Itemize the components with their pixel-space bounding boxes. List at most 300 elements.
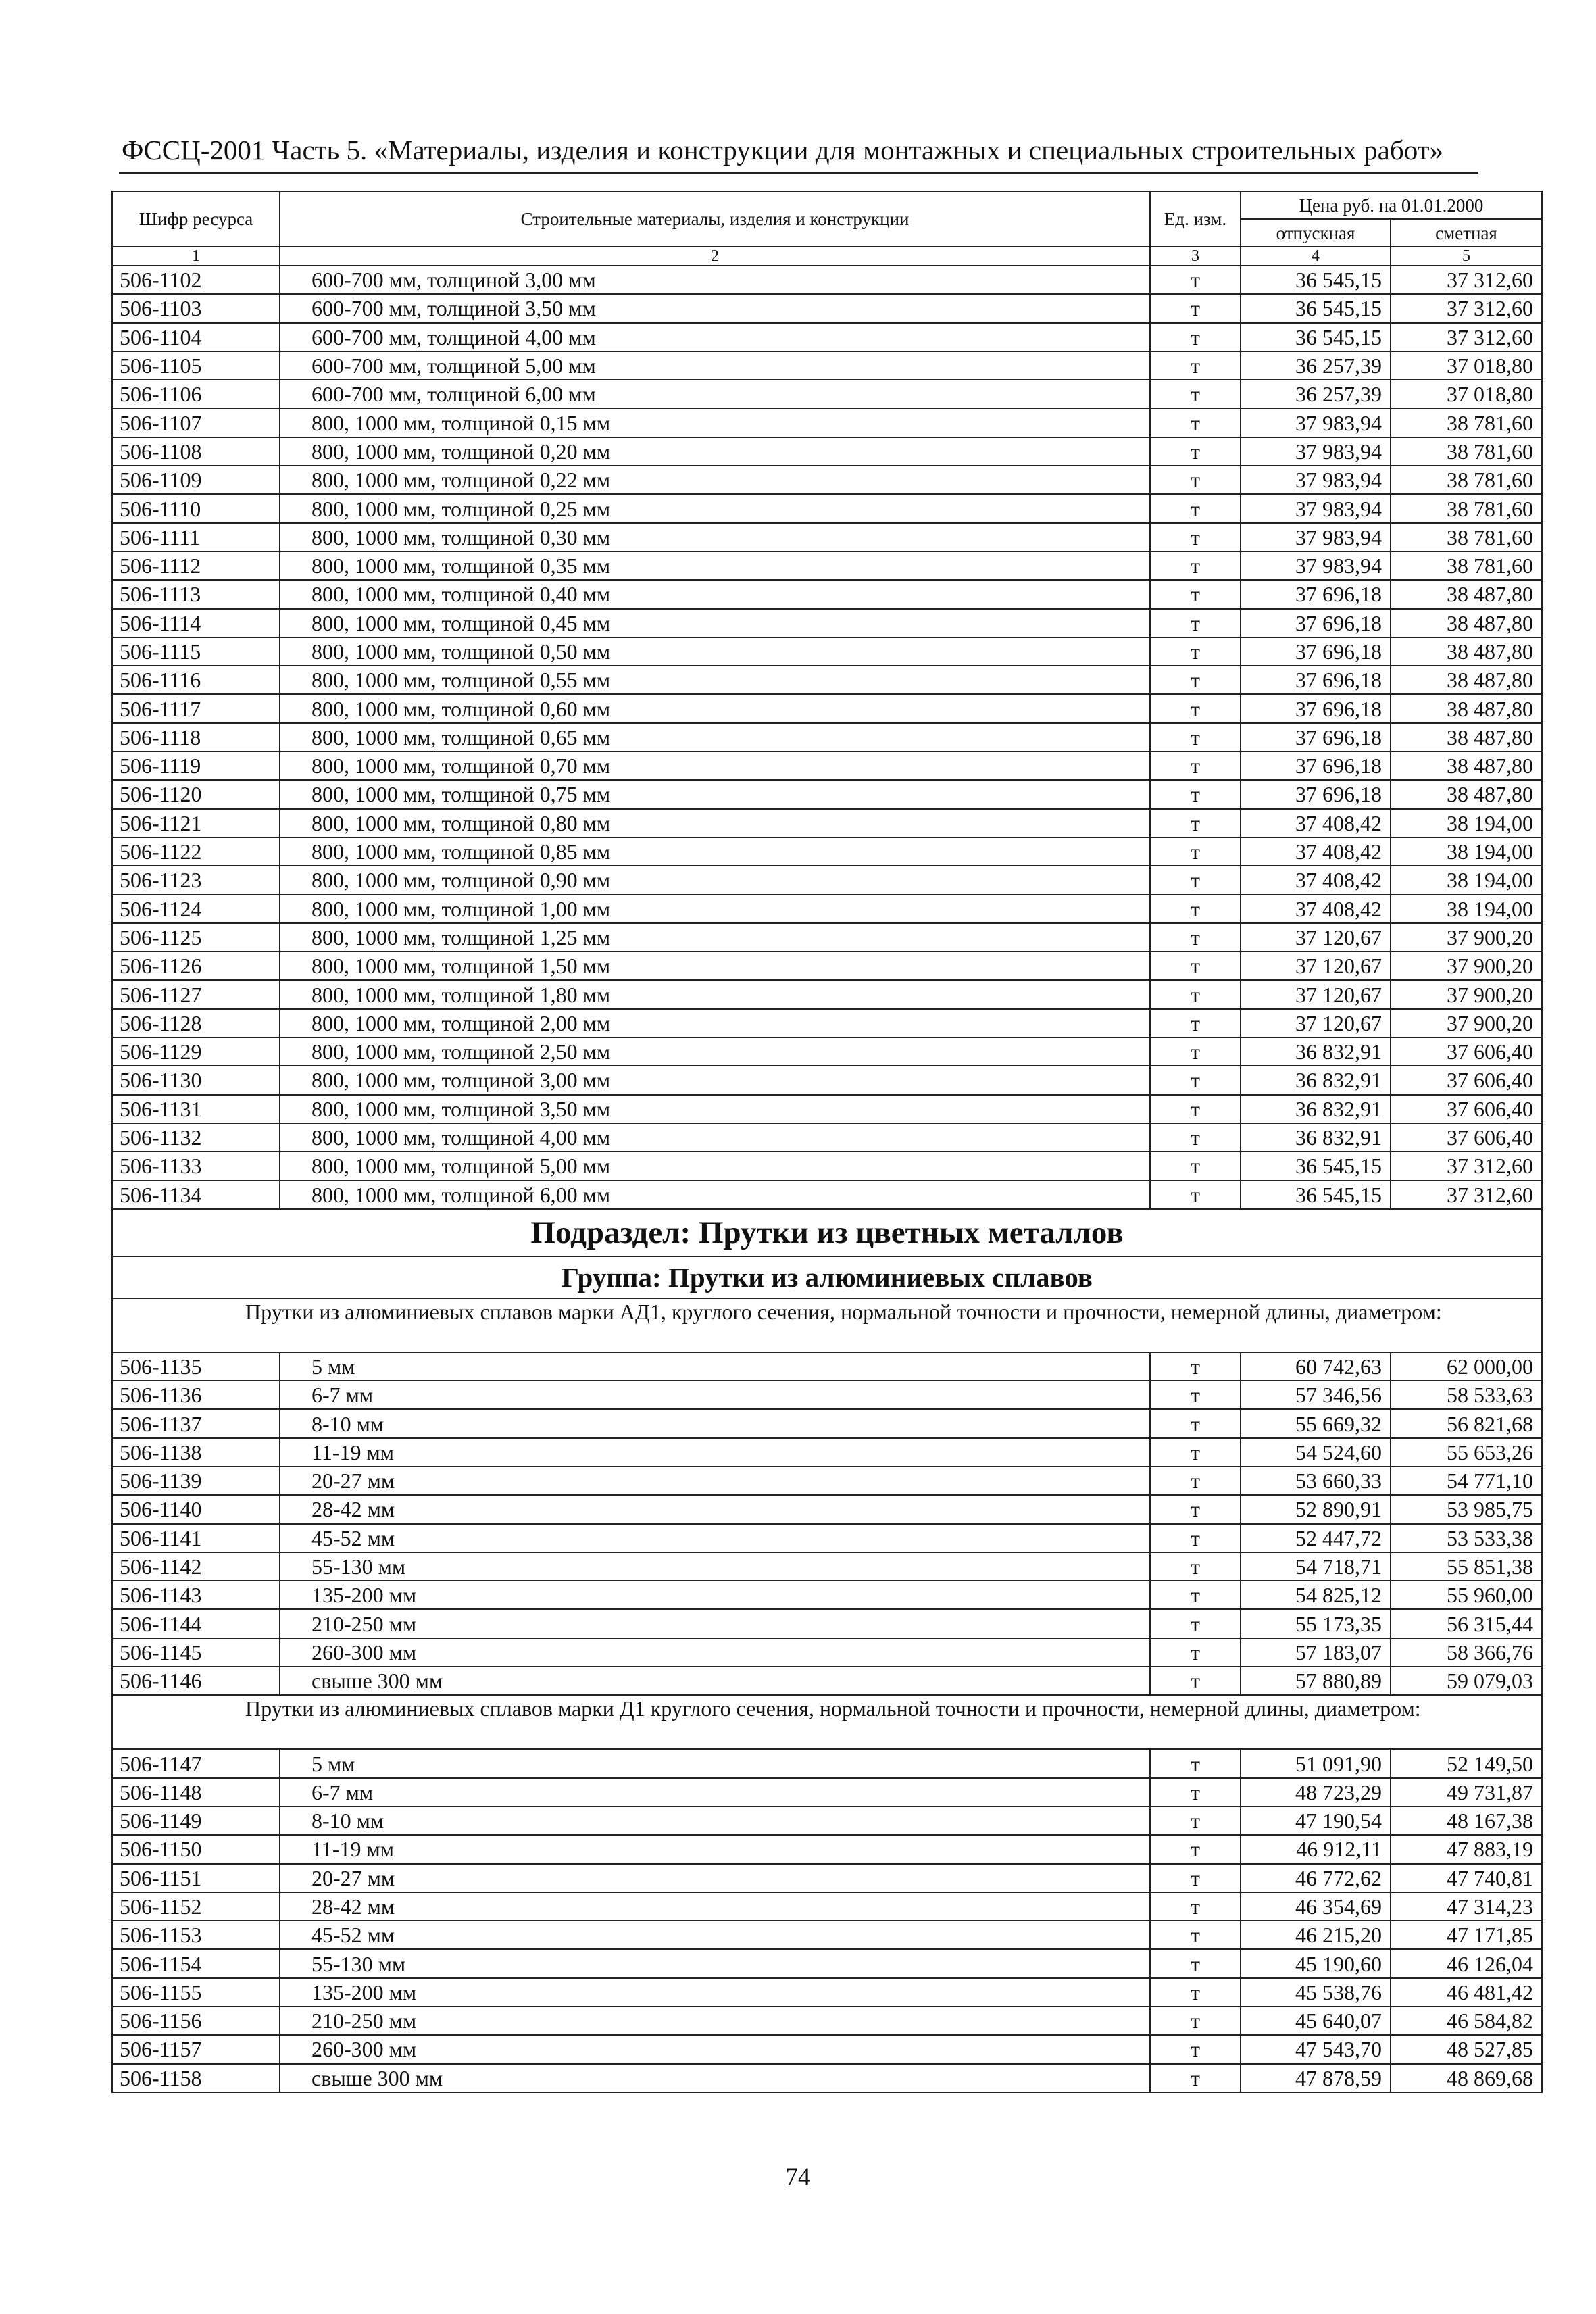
resource-code-cell: 506-1151 (112, 1864, 280, 1892)
resource-code-cell: 506-1125 (112, 923, 280, 952)
table-row (112, 2064, 1542, 2092)
resource-code-cell: 506-1131 (112, 1095, 280, 1123)
unit-cell: т (1150, 895, 1241, 923)
table-row (112, 1552, 1542, 1581)
release-price-cell: 51 091,90 (1241, 1749, 1391, 1777)
table-row (112, 466, 1542, 494)
release-price-cell: 48 723,29 (1241, 1778, 1391, 1806)
resource-code-cell: 506-1157 (112, 2035, 280, 2063)
material-name-cell: 210-250 мм (280, 2007, 1150, 2035)
resource-code-cell: 506-1134 (112, 1181, 280, 1209)
table-row (112, 1921, 1542, 1949)
table-row (112, 952, 1542, 980)
subsection-title-row (112, 1209, 1542, 1256)
release-price-cell: 36 545,15 (1241, 1181, 1391, 1209)
estimate-price-cell: 55 851,38 (1391, 1552, 1542, 1581)
material-name-cell: 135-200 мм (280, 1581, 1150, 1609)
table-row (112, 1438, 1542, 1467)
column-header-row (112, 191, 1542, 219)
estimate-price-cell: 47 883,19 (1391, 1835, 1542, 1863)
unit-cell: т (1150, 323, 1241, 351)
unit-cell: т (1150, 351, 1241, 380)
table-row (112, 837, 1542, 866)
header-rule (119, 172, 1478, 174)
material-name-cell: 800, 1000 мм, толщиной 1,80 мм (280, 980, 1150, 1008)
unit-cell: т (1150, 1581, 1241, 1609)
resource-code-cell: 506-1120 (112, 780, 280, 808)
table-row (112, 437, 1542, 466)
material-name-cell: 800, 1000 мм, толщиной 0,45 мм (280, 609, 1150, 637)
estimate-price-cell: 37 018,80 (1391, 380, 1542, 408)
estimate-price-cell: 37 312,60 (1391, 1181, 1542, 1209)
resource-code-cell: 506-1153 (112, 1921, 280, 1949)
material-name-cell: 20-27 мм (280, 1467, 1150, 1495)
release-price-cell: 37 983,94 (1241, 408, 1391, 437)
release-price-cell: 45 190,60 (1241, 1949, 1391, 1977)
material-name-cell: 800, 1000 мм, толщиной 0,50 мм (280, 637, 1150, 666)
resource-code-cell: 506-1143 (112, 1581, 280, 1609)
table-row (112, 1009, 1542, 1037)
table-row (112, 2007, 1542, 2035)
material-name-cell: 28-42 мм (280, 1892, 1150, 1921)
material-name-cell: 600-700 мм, толщиной 6,00 мм (280, 380, 1150, 408)
column-number-row (112, 247, 1542, 266)
estimate-price-cell: 56 821,68 (1391, 1409, 1542, 1437)
table-row (112, 1066, 1542, 1094)
unit-cell: т (1150, 837, 1241, 866)
estimate-price-cell: 37 312,60 (1391, 294, 1542, 322)
unit-cell: т (1150, 752, 1241, 780)
unit-cell: т (1150, 551, 1241, 580)
estimate-price-cell: 38 487,80 (1391, 580, 1542, 608)
release-price-cell: 37 408,42 (1241, 895, 1391, 923)
estimate-price-cell: 38 487,80 (1391, 637, 1542, 666)
table-row (112, 494, 1542, 522)
unit-cell: т (1150, 1667, 1241, 1695)
estimate-price-cell: 38 487,80 (1391, 723, 1542, 752)
estimate-price-cell: 47 171,85 (1391, 1921, 1542, 1949)
estimate-price-cell: 37 312,60 (1391, 266, 1542, 294)
table-row (112, 580, 1542, 608)
table-row (112, 1581, 1542, 1609)
material-name-cell: 800, 1000 мм, толщиной 0,40 мм (280, 580, 1150, 608)
unit-cell: т (1150, 1806, 1241, 1835)
table-row (112, 294, 1542, 322)
release-price-cell: 52 890,91 (1241, 1495, 1391, 1523)
release-price-cell: 37 696,18 (1241, 723, 1391, 752)
material-name-cell: 6-7 мм (280, 1778, 1150, 1806)
table-row (112, 1123, 1542, 1152)
release-price-cell: 37 120,67 (1241, 980, 1391, 1008)
material-name-cell: 55-130 мм (280, 1552, 1150, 1581)
table-row (112, 1864, 1542, 1892)
estimate-price-cell: 38 194,00 (1391, 809, 1542, 837)
col-header-code: Шифр ресурса (112, 191, 280, 247)
estimate-price-cell: 38 487,80 (1391, 609, 1542, 637)
resource-code-cell: 506-1116 (112, 666, 280, 694)
material-name-cell: 45-52 мм (280, 1921, 1150, 1949)
release-price-cell: 36 832,91 (1241, 1095, 1391, 1123)
unit-cell: т (1150, 1438, 1241, 1467)
unit-cell: т (1150, 1638, 1241, 1667)
estimate-price-cell: 58 366,76 (1391, 1638, 1542, 1667)
material-name-cell: 800, 1000 мм, толщиной 4,00 мм (280, 1123, 1150, 1152)
unit-cell: т (1150, 980, 1241, 1008)
estimate-price-cell: 47 314,23 (1391, 1892, 1542, 1921)
release-price-cell: 36 832,91 (1241, 1037, 1391, 1066)
estimate-price-cell: 53 985,75 (1391, 1495, 1542, 1523)
resource-code-cell: 506-1146 (112, 1667, 280, 1695)
group-description-row (112, 1695, 1542, 1749)
release-price-cell: 36 832,91 (1241, 1066, 1391, 1094)
table-row (112, 1524, 1542, 1552)
resource-code-cell: 506-1132 (112, 1123, 280, 1152)
resource-code-cell: 506-1140 (112, 1495, 280, 1523)
col-number: 3 (1150, 247, 1241, 266)
table-row (112, 609, 1542, 637)
table-row (112, 780, 1542, 808)
unit-cell: т (1150, 609, 1241, 637)
unit-cell: т (1150, 437, 1241, 466)
resource-code-cell: 506-1121 (112, 809, 280, 837)
table-row (112, 923, 1542, 952)
material-name-cell: 800, 1000 мм, толщиной 3,00 мм (280, 1066, 1150, 1094)
unit-cell: т (1150, 1381, 1241, 1409)
material-name-cell: 800, 1000 мм, толщиной 0,85 мм (280, 837, 1150, 866)
unit-cell: т (1150, 1009, 1241, 1037)
unit-cell: т (1150, 523, 1241, 551)
estimate-price-cell: 37 606,40 (1391, 1095, 1542, 1123)
release-price-cell: 54 718,71 (1241, 1552, 1391, 1581)
estimate-price-cell: 38 781,60 (1391, 437, 1542, 466)
release-price-cell: 60 742,63 (1241, 1352, 1391, 1381)
estimate-price-cell: 53 533,38 (1391, 1524, 1542, 1552)
release-price-cell: 47 190,54 (1241, 1806, 1391, 1835)
release-price-cell: 46 772,62 (1241, 1864, 1391, 1892)
table-row (112, 1667, 1542, 1695)
resource-code-cell: 506-1111 (112, 523, 280, 551)
col-number: 1 (112, 247, 280, 266)
estimate-price-cell: 38 487,80 (1391, 666, 1542, 694)
release-price-cell: 57 346,56 (1241, 1381, 1391, 1409)
material-name-cell: 800, 1000 мм, толщиной 3,50 мм (280, 1095, 1150, 1123)
material-name-cell: 800, 1000 мм, толщиной 0,70 мм (280, 752, 1150, 780)
material-name-cell: 260-300 мм (280, 2035, 1150, 2063)
unit-cell: т (1150, 1835, 1241, 1863)
unit-cell: т (1150, 1978, 1241, 2007)
estimate-price-cell: 49 731,87 (1391, 1778, 1542, 1806)
release-price-cell: 36 832,91 (1241, 1123, 1391, 1152)
page-header: ФССЦ-2001 Часть 5. «Материалы, изделия и конструкции для монтажных и специальных строительных работ» (122, 134, 1444, 166)
material-name-cell: 800, 1000 мм, толщиной 6,00 мм (280, 1181, 1150, 1209)
table-row (112, 323, 1542, 351)
resource-code-cell: 506-1103 (112, 294, 280, 322)
unit-cell: т (1150, 2035, 1241, 2063)
material-name-cell: 800, 1000 мм, толщиной 0,60 мм (280, 694, 1150, 722)
material-name-cell: 800, 1000 мм, толщиной 0,20 мм (280, 437, 1150, 466)
estimate-price-cell: 58 533,63 (1391, 1381, 1542, 1409)
unit-cell: т (1150, 1892, 1241, 1921)
release-price-cell: 36 545,15 (1241, 323, 1391, 351)
estimate-price-cell: 37 900,20 (1391, 1009, 1542, 1037)
material-name-cell: 800, 1000 мм, толщиной 0,15 мм (280, 408, 1150, 437)
release-price-cell: 37 408,42 (1241, 809, 1391, 837)
resource-code-cell: 506-1105 (112, 351, 280, 380)
release-price-cell: 46 215,20 (1241, 1921, 1391, 1949)
resource-code-cell: 506-1106 (112, 380, 280, 408)
material-name-cell: 800, 1000 мм, толщиной 0,55 мм (280, 666, 1150, 694)
unit-cell: т (1150, 1181, 1241, 1209)
page-number: 74 (785, 2163, 811, 2191)
material-name-cell: 800, 1000 мм, толщиной 1,25 мм (280, 923, 1150, 952)
estimate-price-cell: 38 781,60 (1391, 551, 1542, 580)
unit-cell: т (1150, 1949, 1241, 1977)
estimate-price-cell: 62 000,00 (1391, 1352, 1542, 1381)
estimate-price-cell: 37 606,40 (1391, 1123, 1542, 1152)
estimate-price-cell: 37 312,60 (1391, 323, 1542, 351)
table-row (112, 637, 1542, 666)
table-row (112, 1749, 1542, 1777)
estimate-price-cell: 37 606,40 (1391, 1037, 1542, 1066)
resource-code-cell: 506-1119 (112, 752, 280, 780)
estimate-price-cell: 48 869,68 (1391, 2064, 1542, 2092)
material-name-cell: 800, 1000 мм, толщиной 5,00 мм (280, 1152, 1150, 1180)
material-name-cell: 800, 1000 мм, толщиной 0,75 мм (280, 780, 1150, 808)
table-row (112, 980, 1542, 1008)
release-price-cell: 37 696,18 (1241, 637, 1391, 666)
material-name-cell: 600-700 мм, толщиной 3,00 мм (280, 266, 1150, 294)
resource-code-cell: 506-1104 (112, 323, 280, 351)
estimate-price-cell: 37 900,20 (1391, 923, 1542, 952)
release-price-cell: 37 983,94 (1241, 437, 1391, 466)
resource-code-cell: 506-1123 (112, 866, 280, 894)
estimate-price-cell: 38 781,60 (1391, 523, 1542, 551)
estimate-price-cell: 38 781,60 (1391, 408, 1542, 437)
material-name-cell: 11-19 мм (280, 1835, 1150, 1863)
estimate-price-cell: 55 653,26 (1391, 1438, 1542, 1467)
unit-cell: т (1150, 780, 1241, 808)
resource-code-cell: 506-1112 (112, 551, 280, 580)
release-price-cell: 37 983,94 (1241, 523, 1391, 551)
release-price-cell: 37 408,42 (1241, 866, 1391, 894)
resource-code-cell: 506-1114 (112, 609, 280, 637)
estimate-price-cell: 38 487,80 (1391, 780, 1542, 808)
group-title-row (112, 1256, 1542, 1298)
table-row (112, 523, 1542, 551)
table-row (112, 1638, 1542, 1667)
resource-code-cell: 506-1135 (112, 1352, 280, 1381)
estimate-price-cell: 56 315,44 (1391, 1609, 1542, 1638)
col-number: 5 (1391, 247, 1542, 266)
table-row (112, 1181, 1542, 1209)
unit-cell: т (1150, 2007, 1241, 2035)
release-price-cell: 36 545,15 (1241, 294, 1391, 322)
resource-code-cell: 506-1133 (112, 1152, 280, 1180)
release-price-cell: 54 524,60 (1241, 1438, 1391, 1467)
unit-cell: т (1150, 1921, 1241, 1949)
release-price-cell: 54 825,12 (1241, 1581, 1391, 1609)
table-row (112, 1835, 1542, 1863)
material-name-cell: 5 мм (280, 1352, 1150, 1381)
resource-code-cell: 506-1148 (112, 1778, 280, 1806)
table-row (112, 1609, 1542, 1638)
unit-cell: т (1150, 723, 1241, 752)
resource-code-cell: 506-1126 (112, 952, 280, 980)
col-header-unit: Ед. изм. (1150, 191, 1241, 247)
estimate-price-cell: 55 960,00 (1391, 1581, 1542, 1609)
material-name-cell: 600-700 мм, толщиной 4,00 мм (280, 323, 1150, 351)
material-name-cell: 600-700 мм, толщиной 3,50 мм (280, 294, 1150, 322)
table-row (112, 380, 1542, 408)
table-row (112, 752, 1542, 780)
release-price-cell: 37 696,18 (1241, 694, 1391, 722)
estimate-price-cell: 52 149,50 (1391, 1749, 1542, 1777)
table-row (112, 1495, 1542, 1523)
estimate-price-cell: 37 606,40 (1391, 1066, 1542, 1094)
unit-cell: т (1150, 580, 1241, 608)
estimate-price-cell: 37 312,60 (1391, 1152, 1542, 1180)
col-header-name: Строительные материалы, изделия и конструкции (280, 191, 1150, 247)
unit-cell: т (1150, 1864, 1241, 1892)
release-price-cell: 37 696,18 (1241, 666, 1391, 694)
release-price-cell: 37 696,18 (1241, 609, 1391, 637)
material-name-cell: 28-42 мм (280, 1495, 1150, 1523)
unit-cell: т (1150, 1409, 1241, 1437)
material-name-cell: 800, 1000 мм, толщиной 0,25 мм (280, 494, 1150, 522)
unit-cell: т (1150, 294, 1241, 322)
estimate-price-cell: 59 079,03 (1391, 1667, 1542, 1695)
resource-code-cell: 506-1137 (112, 1409, 280, 1437)
resource-code-cell: 506-1144 (112, 1609, 280, 1638)
table-row (112, 1409, 1542, 1437)
unit-cell: т (1150, 408, 1241, 437)
release-price-cell: 55 173,35 (1241, 1609, 1391, 1638)
table-row (112, 1949, 1542, 1977)
resource-code-cell: 506-1129 (112, 1037, 280, 1066)
resource-code-cell: 506-1142 (112, 1552, 280, 1581)
estimate-price-cell: 37 900,20 (1391, 980, 1542, 1008)
material-name-cell: 5 мм (280, 1749, 1150, 1777)
release-price-cell: 36 545,15 (1241, 1152, 1391, 1180)
estimate-price-cell: 47 740,81 (1391, 1864, 1542, 1892)
unit-cell: т (1150, 1524, 1241, 1552)
table-row (112, 1095, 1542, 1123)
material-name-cell: 8-10 мм (280, 1409, 1150, 1437)
resource-code-cell: 506-1107 (112, 408, 280, 437)
resource-code-cell: 506-1147 (112, 1749, 280, 1777)
table-row (112, 1467, 1542, 1495)
material-name-cell: 800, 1000 мм, толщиной 0,65 мм (280, 723, 1150, 752)
release-price-cell: 37 120,67 (1241, 1009, 1391, 1037)
material-name-cell: 800, 1000 мм, толщиной 1,50 мм (280, 952, 1150, 980)
price-table (111, 191, 1543, 2093)
release-price-cell: 37 120,67 (1241, 952, 1391, 980)
group-description: Прутки из алюминиевых сплавов марки АД1, круглого сечения, нормальной точности и прочности, немерной длины, диаметром: (112, 1298, 1542, 1352)
material-name-cell: 11-19 мм (280, 1438, 1150, 1467)
release-price-cell: 37 120,67 (1241, 923, 1391, 952)
estimate-price-cell: 46 126,04 (1391, 1949, 1542, 1977)
estimate-price-cell: 38 194,00 (1391, 866, 1542, 894)
resource-code-cell: 506-1158 (112, 2064, 280, 2092)
release-price-cell: 55 669,32 (1241, 1409, 1391, 1437)
release-price-cell: 53 660,33 (1241, 1467, 1391, 1495)
release-price-cell: 57 183,07 (1241, 1638, 1391, 1667)
unit-cell: т (1150, 494, 1241, 522)
estimate-price-cell: 54 771,10 (1391, 1467, 1542, 1495)
material-name-cell: 800, 1000 мм, толщиной 2,00 мм (280, 1009, 1150, 1037)
resource-code-cell: 506-1152 (112, 1892, 280, 1921)
resource-code-cell: 506-1109 (112, 466, 280, 494)
unit-cell: т (1150, 1778, 1241, 1806)
unit-cell: т (1150, 1152, 1241, 1180)
table-row (112, 551, 1542, 580)
resource-code-cell: 506-1130 (112, 1066, 280, 1094)
release-price-cell: 37 696,18 (1241, 752, 1391, 780)
resource-code-cell: 506-1117 (112, 694, 280, 722)
unit-cell: т (1150, 380, 1241, 408)
estimate-price-cell: 38 487,80 (1391, 752, 1542, 780)
table-row (112, 408, 1542, 437)
release-price-cell: 36 257,39 (1241, 351, 1391, 380)
resource-code-cell: 506-1118 (112, 723, 280, 752)
material-name-cell: 8-10 мм (280, 1806, 1150, 1835)
resource-code-cell: 506-1145 (112, 1638, 280, 1667)
release-price-cell: 46 354,69 (1241, 1892, 1391, 1921)
release-price-cell: 57 880,89 (1241, 1667, 1391, 1695)
resource-code-cell: 506-1149 (112, 1806, 280, 1835)
release-price-cell: 47 543,70 (1241, 2035, 1391, 2063)
price-table-body (112, 191, 1542, 2092)
resource-code-cell: 506-1108 (112, 437, 280, 466)
unit-cell: т (1150, 923, 1241, 952)
release-price-cell: 36 257,39 (1241, 380, 1391, 408)
material-name-cell: 210-250 мм (280, 1609, 1150, 1638)
material-name-cell: 800, 1000 мм, толщиной 0,30 мм (280, 523, 1150, 551)
resource-code-cell: 506-1122 (112, 837, 280, 866)
col-number: 2 (280, 247, 1150, 266)
unit-cell: т (1150, 694, 1241, 722)
release-price-cell: 37 983,94 (1241, 551, 1391, 580)
group-description-row (112, 1298, 1542, 1352)
release-price-cell: 37 983,94 (1241, 494, 1391, 522)
resource-code-cell: 506-1154 (112, 1949, 280, 1977)
table-row (112, 1152, 1542, 1180)
table-row (112, 1778, 1542, 1806)
table-row (112, 694, 1542, 722)
resource-code-cell: 506-1124 (112, 895, 280, 923)
unit-cell: т (1150, 2064, 1241, 2092)
material-name-cell: 800, 1000 мм, толщиной 0,80 мм (280, 809, 1150, 837)
unit-cell: т (1150, 666, 1241, 694)
estimate-price-cell: 37 018,80 (1391, 351, 1542, 380)
estimate-price-cell: 38 781,60 (1391, 494, 1542, 522)
release-price-cell: 36 545,15 (1241, 266, 1391, 294)
col-header-price: Цена руб. на 01.01.2000 (1241, 191, 1542, 219)
material-name-cell: 135-200 мм (280, 1978, 1150, 2007)
unit-cell: т (1150, 809, 1241, 837)
material-name-cell: 45-52 мм (280, 1524, 1150, 1552)
resource-code-cell: 506-1115 (112, 637, 280, 666)
resource-code-cell: 506-1155 (112, 1978, 280, 2007)
table-row (112, 1381, 1542, 1409)
release-price-cell: 47 878,59 (1241, 2064, 1391, 2092)
release-price-cell: 46 912,11 (1241, 1835, 1391, 1863)
unit-cell: т (1150, 1095, 1241, 1123)
resource-code-cell: 506-1113 (112, 580, 280, 608)
resource-code-cell: 506-1141 (112, 1524, 280, 1552)
table-row (112, 266, 1542, 294)
resource-code-cell: 506-1110 (112, 494, 280, 522)
